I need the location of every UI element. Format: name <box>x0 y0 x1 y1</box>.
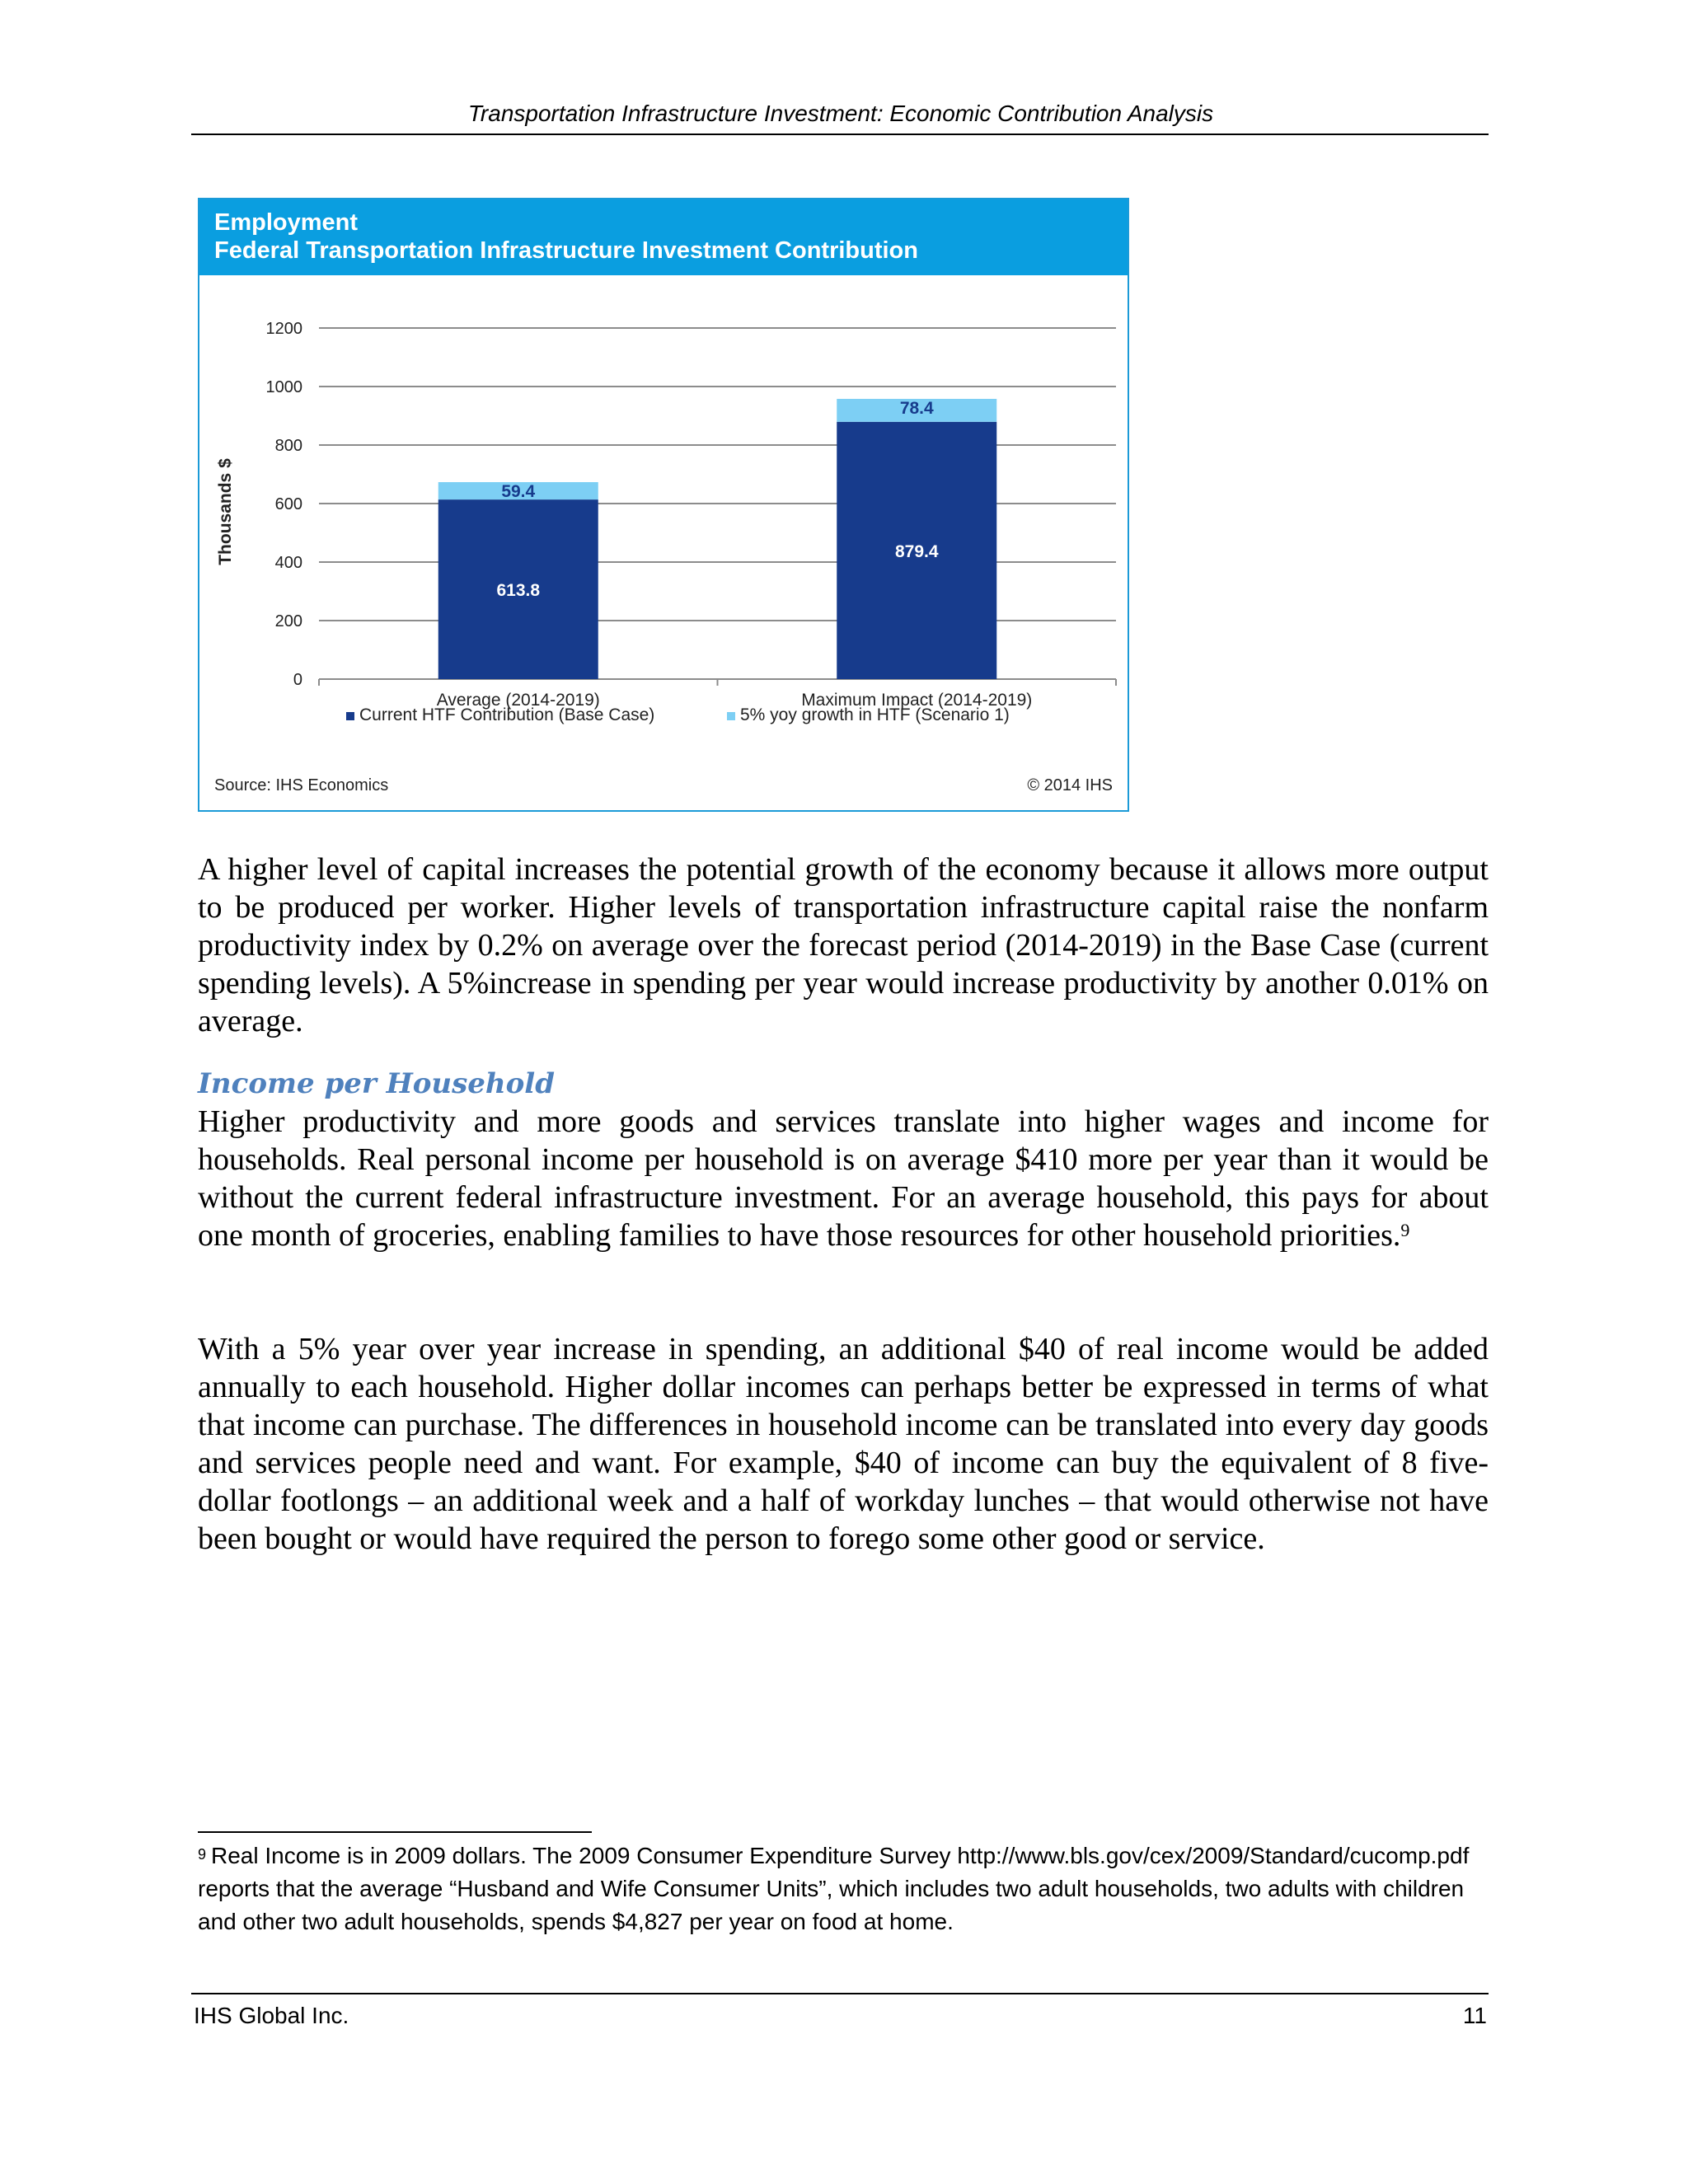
chart-title-banner <box>199 199 1128 275</box>
paragraph-income-household <box>198 1103 1489 1254</box>
data-label: 78.4 <box>899 398 934 418</box>
running-header: Transportation Infrastructure Investment: Economic Contribution Analysis <box>467 101 1214 126</box>
footnote-rule <box>198 1831 592 1833</box>
chart-source: Source: IHS Economics <box>214 776 389 794</box>
legend-swatch <box>346 712 354 720</box>
y-tick-label: 400 <box>274 554 302 572</box>
data-label: 59.4 <box>501 482 536 502</box>
footnote-text: Real Income is in 2009 dollars. The 2009 Consumer Expenditure Survey http://www.bls.gov/cex/2009/Standard/cucomp.pdf reports that the average “Husband and Wife Consumer Units”, which includes two adult households, two adults with children and other two adult households, spends $4,827 per year on food at home. <box>198 1843 1470 1934</box>
paragraph-income-text: Higher productivity and more goods and services translate into higher wages and income for households. Real personal income per household is on average $410 more per year than it would be without the current federal infrastructure investment. For an average household, this pays for about one month of groceries, enabling families to have those resources for other household priorities. <box>198 1104 1489 1253</box>
employment-chart <box>198 198 1129 812</box>
legend-label: Current HTF Contribution (Base Case) <box>359 705 655 724</box>
y-tick-label: 200 <box>274 612 302 630</box>
y-axis-label: Thousands $ <box>216 458 235 565</box>
y-tick-label: 0 <box>293 671 302 689</box>
paragraph-capital: A higher level of capital increases the potential growth of the economy because it allows more output to be produced per worker. Higher levels of transportation infrastructure capital raise the nonfarm productivity index by 0.2% on average over the forecast period (2014-2019) in the Base Case (current spending levels). A 5%increase in spending per year would increase productivity by another 0.01% on average. <box>198 852 1489 1038</box>
y-tick-label: 1200 <box>265 320 302 338</box>
legend-swatch <box>727 712 735 720</box>
chart-copyright: © 2014 IHS <box>1027 776 1113 794</box>
data-label: 613.8 <box>496 581 541 601</box>
data-label: 879.4 <box>894 541 939 561</box>
paragraph-spending-increase: With a 5% year over year increase in spending, an additional $40 of real income would be added annually to each household. Higher dollar incomes can perhaps better be expressed in terms of what that income can purchase. The differences in household income can be translated into every day goods and services people need and want. For example, $40 of income can buy the equivalent of 8 five-dollar footlongs – an additional week and a half of workday lunches – that would otherwise not have been bought or would have required the person to forego some other good or service. <box>198 1332 1489 1556</box>
footnote-number: 9 <box>198 1846 207 1863</box>
x-tick-label: Maximum Impact (2014-2019) <box>801 691 1033 710</box>
footer-company: IHS Global Inc. <box>194 2003 349 2028</box>
footnote-reference[interactable]: 9 <box>1400 1220 1410 1240</box>
footer-rule <box>191 1993 1489 1994</box>
chart-plot <box>199 275 1128 770</box>
y-tick-label: 600 <box>274 495 302 513</box>
chart-subtitle: Federal Transportation Infrastructure Investment Contribution <box>214 237 918 264</box>
y-tick-label: 800 <box>274 437 302 455</box>
section-heading-income: Income per Household <box>198 1067 555 1100</box>
footnote <box>198 1840 1492 1938</box>
chart-title: Employment <box>214 209 359 236</box>
y-tick-label: 1000 <box>265 378 302 396</box>
x-tick-label: Average (2014-2019) <box>436 691 600 710</box>
footer-page-number: 11 <box>1462 2003 1487 2028</box>
legend-label: 5% yoy growth in HTF (Scenario 1) <box>740 705 1010 724</box>
header-rule <box>191 134 1489 135</box>
